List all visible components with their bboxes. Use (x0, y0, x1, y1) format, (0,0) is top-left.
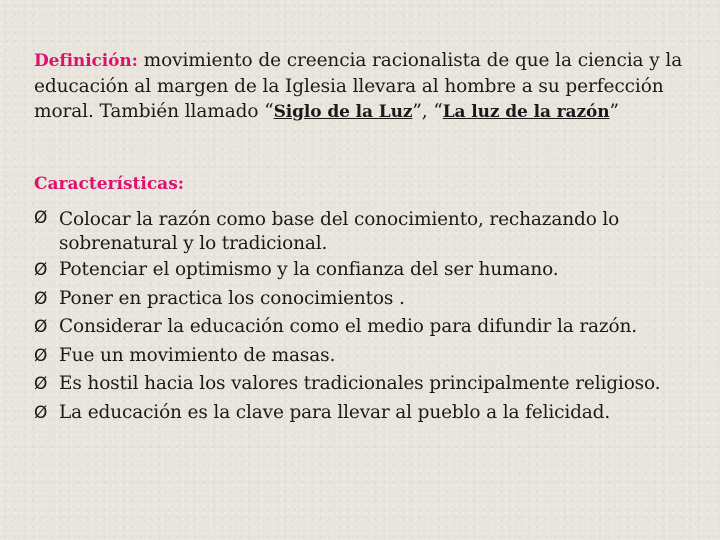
characteristics-list (34, 206, 704, 427)
term-siglo-de-la-luz: Siglo de la Luz (273, 102, 413, 122)
definition-heading: Definición: (34, 51, 138, 71)
arrow-right-icon: Ø (34, 402, 48, 423)
arrow-right-icon: Ø (34, 208, 48, 228)
list-item-text: Considerar la educación como el medio para difundir la razón. (59, 316, 637, 337)
list-item (34, 342, 704, 371)
arrow-right-icon: Ø (34, 374, 48, 394)
definition-text: movimiento de creencia racionalista de que la ciencia y la educación al margen de la Iglesia llevara al hombre a su perfección moral. También llamado “ (34, 50, 683, 122)
definition-paragraph (34, 48, 706, 125)
arrow-right-icon: Ø (34, 288, 48, 309)
characteristics-heading: Características: (34, 174, 185, 194)
definition-separator: ”, “ (412, 101, 443, 122)
list-item-text: Es hostil hacia los valores tradicionales principalmente religioso. (59, 373, 661, 394)
arrow-right-icon: Ø (34, 317, 48, 337)
arrow-right-icon: Ø (34, 345, 48, 366)
term-la-luz-de-la-razon: La luz de la razón (442, 102, 610, 122)
list-item-text: Potenciar el optimismo y la confianza del ser humano. (59, 259, 559, 280)
list-item-text: Fue un movimiento de masas. (59, 344, 336, 366)
list-item (34, 370, 704, 399)
list-item (34, 206, 704, 256)
list-item (34, 399, 704, 428)
list-item-text: Poner en practica los conocimientos . (59, 287, 405, 309)
list-item (34, 256, 704, 285)
definition-closing-quote: ” (609, 101, 619, 122)
arrow-right-icon: Ø (34, 260, 48, 280)
list-item (34, 313, 704, 342)
list-item (34, 285, 704, 314)
list-item-text: La educación es la clave para llevar al pueblo a la felicidad. (59, 401, 611, 423)
list-item-text: Colocar la razón como base del conocimiento, rechazando lo sobrenatural y lo tradicional. (59, 209, 620, 254)
